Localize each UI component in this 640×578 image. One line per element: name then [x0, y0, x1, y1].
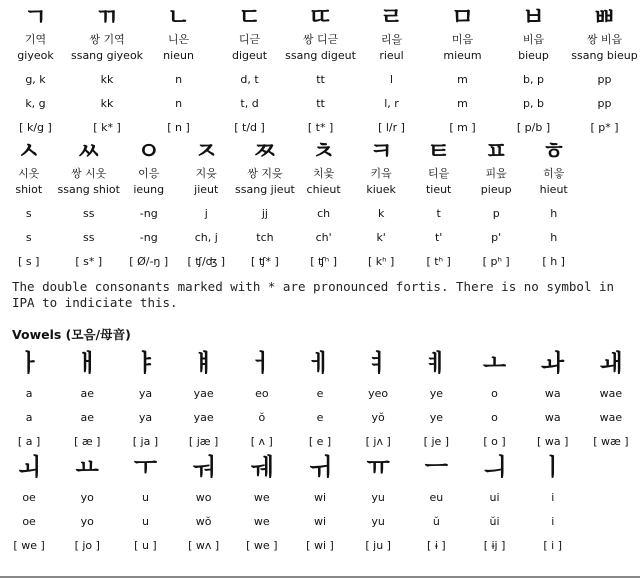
korean-name: 치읓 [312, 167, 335, 180]
consonants-row-1 [0, 2, 640, 136]
jamo-glyph: ㅌ [427, 137, 451, 165]
vowel-cell [407, 452, 465, 554]
mccune-reischauer: yo [80, 515, 94, 528]
revised-romanization: yeo [368, 387, 389, 400]
mccune-reischauer: kk [100, 97, 114, 110]
ipa-transcription: [ k/g ] [19, 121, 52, 134]
ipa-transcription: [ ʧʰ ] [310, 255, 337, 268]
jamo-glyph: ㅂ [521, 3, 546, 31]
romanized-name: ssang giyeok [70, 49, 144, 62]
jamo-glyph: ㅈ [194, 137, 218, 165]
revised-romanization: tt [316, 73, 325, 86]
revised-romanization: ye [429, 387, 443, 400]
jamo-glyph: ㅍ [484, 137, 508, 165]
revised-romanization: ae [80, 387, 95, 400]
ipa-transcription: [ s* ] [75, 255, 103, 268]
jamo-glyph: ㅚ [17, 453, 41, 481]
ipa-transcription: [ o ] [483, 435, 506, 448]
jamo-glyph: ㅠ [366, 453, 390, 481]
jamo-glyph: ㅃ [592, 3, 617, 31]
jamo-glyph: ㅁ [450, 3, 475, 31]
revised-romanization: t [436, 207, 441, 220]
mccune-reischauer: wi [313, 515, 327, 528]
jamo-glyph: ㅗ [482, 349, 507, 377]
revised-romanization: eo [255, 387, 269, 400]
ipa-transcription: [ s ] [18, 255, 40, 268]
revised-romanization: jj [261, 207, 268, 220]
vowel-cell [175, 348, 233, 450]
korean-name: 쌍 디귿 [302, 33, 339, 46]
mccune-reischauer: ŏ [258, 411, 266, 424]
mccune-reischauer: ch, j [194, 231, 218, 244]
consonant-cell [0, 136, 58, 270]
ipa-transcription: [ t/d ] [234, 121, 265, 134]
revised-romanization: pp [597, 73, 612, 86]
revised-romanization: -ng [139, 207, 158, 220]
mccune-reischauer: tt [316, 97, 325, 110]
revised-romanization: i [551, 491, 555, 504]
consonant-cell [58, 136, 120, 270]
mccune-reischauer: ss [83, 231, 95, 244]
revised-romanization: oe [22, 491, 36, 504]
vowel-cell [407, 348, 465, 450]
jamo-glyph: ㅏ [17, 349, 41, 377]
mccune-reischauer: ch' [315, 231, 332, 244]
consonant-cell [214, 2, 285, 136]
revised-romanization: k [377, 207, 385, 220]
jamo-glyph: ㅜ [133, 453, 158, 481]
jamo-glyph: ㅑ [133, 349, 158, 377]
revised-romanization: e [316, 387, 324, 400]
ipa-transcription: [ p* ] [590, 121, 619, 134]
revised-romanization: eu [429, 491, 444, 504]
jamo-glyph: ㄹ [379, 3, 404, 31]
mccune-reischauer: t, d [240, 97, 259, 110]
jamo-glyph: ㅒ [192, 349, 216, 377]
revised-romanization: wi [313, 491, 327, 504]
korean-name: 니은 [167, 33, 190, 46]
vowel-cell [465, 348, 523, 450]
consonant-cell [356, 2, 427, 136]
ipa-transcription: [ t* ] [307, 121, 334, 134]
ipa-transcription: [ ʧ* ] [251, 255, 279, 268]
ipa-transcription: [ ju ] [365, 539, 391, 552]
mccune-reischauer: p' [491, 231, 502, 244]
revised-romanization: g, k [25, 73, 46, 86]
korean-name: 키읔 [370, 167, 392, 180]
revised-romanization: yu [371, 491, 385, 504]
consonant-cell [0, 2, 71, 136]
romanized-name: giyeok [17, 49, 54, 62]
korean-name: 티읕 [428, 167, 450, 180]
jamo-glyph: ㅎ [542, 137, 566, 165]
jamo-glyph: ㅓ [250, 349, 274, 377]
korean-name: 쌍 기역 [89, 33, 125, 46]
mccune-reischauer: i [551, 515, 555, 528]
ipa-transcription: [ we ] [13, 539, 45, 552]
jamo-glyph: ㅣ [541, 453, 565, 481]
ipa-transcription: [ ʌ ] [250, 435, 273, 448]
ipa-transcription: [ ɨ ] [427, 539, 446, 552]
revised-romanization: we [253, 491, 270, 504]
romanized-name: ssang bieup [571, 49, 638, 62]
vowel-cell [291, 452, 349, 554]
vowel-cell [58, 452, 116, 554]
consonant-cell [235, 136, 295, 270]
korean-name: 히읗 [543, 167, 565, 180]
fortis-note: The double consonants marked with * are pronounced fortis. There is no symbol in IPA to indiciate this. [12, 279, 615, 310]
jamo-glyph: ㄱ [23, 3, 48, 31]
romanized-name: bieup [518, 49, 549, 62]
consonant-cell [525, 136, 583, 270]
jamo-glyph: ㅔ [308, 349, 332, 377]
romanized-name: ieung [133, 183, 165, 196]
jamo-glyph: ㅊ [312, 137, 336, 165]
mccune-reischauer: yŏ [371, 411, 385, 424]
ipa-transcription: [ i ] [543, 539, 563, 552]
mccune-reischauer: -ng [139, 231, 158, 244]
korean-name: 리을 [380, 33, 403, 46]
ipa-transcription: [ jʌ ] [365, 435, 391, 448]
mccune-reischauer: o [491, 411, 498, 424]
ipa-transcription: [ p/b ] [516, 121, 551, 134]
jamo-glyph: ㅛ [75, 453, 99, 481]
jamo-glyph: ㄷ [237, 3, 262, 31]
korean-name: 디귿 [238, 33, 261, 46]
vowel-cell [0, 348, 58, 450]
revised-romanization: kk [100, 73, 114, 86]
mccune-reischauer: m [457, 97, 468, 110]
mccune-reischauer: a [25, 411, 33, 424]
ipa-transcription: [ e ] [308, 435, 332, 448]
romanized-name: ssang shiot [57, 183, 120, 196]
vowels-row-1 [0, 348, 640, 450]
revised-romanization: m [457, 73, 468, 86]
ipa-transcription: [ wʌ ] [188, 539, 220, 552]
consonant-cell [285, 2, 356, 136]
consonant-cell [467, 136, 525, 270]
mccune-reischauer: ae [80, 411, 95, 424]
ipa-transcription: [ ʧ/ʤ ] [187, 255, 226, 268]
revised-romanization: n [175, 73, 183, 86]
mccune-reischauer: wa [544, 411, 561, 424]
consonant-cell [120, 136, 178, 270]
revised-romanization: j [204, 207, 208, 220]
mccune-reischauer: we [253, 515, 270, 528]
ipa-transcription: [ jæ ] [188, 435, 219, 448]
jamo-glyph: ㅐ [75, 349, 99, 377]
jamo-glyph: ㅖ [424, 349, 448, 377]
jamo-glyph: ㅢ [482, 453, 507, 481]
romanized-name: ssang digeut [285, 49, 356, 62]
ipa-transcription: [ Ø/-ŋ ] [129, 255, 169, 268]
revised-romanization: yae [193, 387, 214, 400]
korean-name: 비읍 [522, 33, 545, 46]
romanized-name: chieut [306, 183, 341, 196]
mccune-reischauer: e [316, 411, 324, 424]
revised-romanization: ch [317, 207, 331, 220]
revised-romanization: ya [138, 387, 153, 400]
korean-name: 쌍 비읍 [586, 33, 623, 46]
vowel-cell [175, 452, 233, 554]
ipa-transcription: [ h ] [542, 255, 565, 268]
vowels-row-2 [0, 452, 640, 554]
ipa-transcription: [ æ ] [74, 435, 101, 448]
mccune-reischauer: h [550, 231, 558, 244]
revised-romanization: h [550, 207, 558, 220]
ipa-transcription: [ kʰ ] [367, 255, 395, 268]
mccune-reischauer: yae [193, 411, 214, 424]
jamo-glyph: ㅝ [192, 453, 216, 481]
romanized-name: tieut [425, 183, 452, 196]
mccune-reischauer: wae [599, 411, 623, 424]
mccune-reischauer: n [175, 97, 183, 110]
vowel-cell [58, 348, 116, 450]
revised-romanization: yo [80, 491, 94, 504]
mccune-reischauer: t' [434, 231, 443, 244]
revised-romanization: wae [599, 387, 623, 400]
jamo-glyph: ㅋ [369, 137, 393, 165]
mccune-reischauer: l, r [384, 97, 399, 110]
ipa-transcription: [ je ] [423, 435, 450, 448]
romanized-name: shiot [15, 183, 43, 196]
romanized-name: ssang jieut [235, 183, 295, 196]
jamo-glyph: ㅞ [250, 453, 274, 481]
vowel-cell [116, 452, 174, 554]
jamo-glyph: ㄴ [166, 3, 191, 31]
korean-name: 쌍 지읒 [247, 167, 283, 180]
vowel-cell [524, 348, 582, 450]
ipa-transcription: [ m ] [449, 121, 476, 134]
revised-romanization: p [492, 207, 500, 220]
consonant-cell [427, 2, 498, 136]
vowel-cell [116, 348, 174, 450]
revised-romanization: s [25, 207, 32, 220]
consonant-cell [352, 136, 410, 270]
ipa-transcription: [ a ] [17, 435, 41, 448]
jamo-glyph: ㅉ [253, 137, 277, 165]
mccune-reischauer: wŏ [195, 515, 212, 528]
consonant-cell [295, 136, 353, 270]
mccune-reischauer: u [141, 515, 149, 528]
vowel-cell [582, 348, 640, 450]
consonant-cell [569, 2, 640, 136]
ipa-transcription: [ wæ ] [593, 435, 629, 448]
korean-name: 피읖 [485, 167, 507, 180]
jamo-glyph: ㄸ [308, 3, 333, 31]
korean-name: 미음 [451, 33, 474, 46]
revised-romanization: wo [195, 491, 212, 504]
revised-romanization: d, t [240, 73, 259, 86]
ipa-transcription: [ we ] [246, 539, 278, 552]
jamo-glyph: ㅘ [541, 349, 565, 377]
mccune-reischauer: k, g [25, 97, 46, 110]
mccune-reischauer: tch [256, 231, 274, 244]
mccune-reischauer: ŭ [432, 515, 440, 528]
jamo-glyph: ㅆ [77, 137, 101, 165]
mccune-reischauer: p, b [523, 97, 544, 110]
jamo-glyph: ㅟ [308, 453, 332, 481]
korean-name: 이응 [138, 167, 160, 180]
mccune-reischauer: k' [376, 231, 386, 244]
ipa-transcription: [ wa ] [537, 435, 569, 448]
revised-romanization: l [389, 73, 394, 86]
romanized-name: hieut [539, 183, 568, 196]
consonant-cell [71, 2, 143, 136]
vowel-cell [291, 348, 349, 450]
consonant-cell [410, 136, 468, 270]
revised-romanization: ss [83, 207, 95, 220]
revised-romanization: u [141, 491, 149, 504]
revised-romanization: wa [544, 387, 561, 400]
consonant-cell [143, 2, 214, 136]
ipa-transcription: [ jo ] [74, 539, 100, 552]
ipa-transcription: [ wi ] [306, 539, 334, 552]
korean-name: 지읒 [195, 167, 217, 180]
vowel-cell [465, 452, 523, 554]
ipa-transcription: [ n ] [167, 121, 190, 134]
romanized-name: pieup [480, 183, 512, 196]
korean-name: 쌍 시옷 [71, 167, 107, 180]
vowel-cell [233, 452, 291, 554]
ipa-transcription: [ ɨj ] [483, 539, 506, 552]
romanized-name: jieut [194, 183, 219, 196]
mccune-reischauer: ye [429, 411, 443, 424]
revised-romanization: a [25, 387, 33, 400]
consonant-cell [498, 2, 569, 136]
mccune-reischauer: oe [22, 515, 36, 528]
revised-romanization: o [491, 387, 498, 400]
jamo-glyph: ㅙ [599, 349, 623, 377]
mccune-reischauer: pp [597, 97, 612, 110]
mccune-reischauer: ŭi [489, 515, 500, 528]
revised-romanization: b, p [523, 73, 544, 86]
romanized-name: kiuek [366, 183, 396, 196]
ipa-transcription: [ tʰ ] [426, 255, 451, 268]
vowel-cell [524, 452, 582, 554]
vowel-cell [349, 348, 407, 450]
mccune-reischauer: ya [138, 411, 153, 424]
consonant-cell [178, 136, 236, 270]
jamo-glyph: ㅇ [137, 137, 161, 165]
vowel-cell [349, 452, 407, 554]
mccune-reischauer: s [25, 231, 32, 244]
romanized-name: rieul [379, 49, 404, 62]
mccune-reischauer: yu [371, 515, 385, 528]
vowel-cell [233, 348, 291, 450]
jamo-glyph: ㄲ [95, 3, 119, 31]
vowel-cell [0, 452, 58, 554]
korean-name: 시옷 [18, 167, 40, 180]
ipa-transcription: [ pʰ ] [482, 255, 510, 268]
ipa-transcription: [ l/r ] [378, 121, 405, 134]
korean-name: 기역 [24, 33, 47, 46]
ipa-transcription: [ ja ] [132, 435, 159, 448]
jamo-glyph: ㅕ [366, 349, 390, 377]
jamo-glyph: ㅡ [424, 453, 448, 481]
romanized-name: mieum [443, 49, 482, 62]
ipa-transcription: [ u ] [134, 539, 157, 552]
romanized-name: digeut [232, 49, 268, 62]
romanized-name: nieun [163, 49, 194, 62]
revised-romanization: ui [489, 491, 500, 504]
consonants-row-2 [0, 136, 640, 270]
ipa-transcription: [ k* ] [93, 121, 121, 134]
jamo-glyph: ㅅ [17, 137, 41, 165]
vowels-title: Vowels (모음/母音) [12, 327, 131, 342]
